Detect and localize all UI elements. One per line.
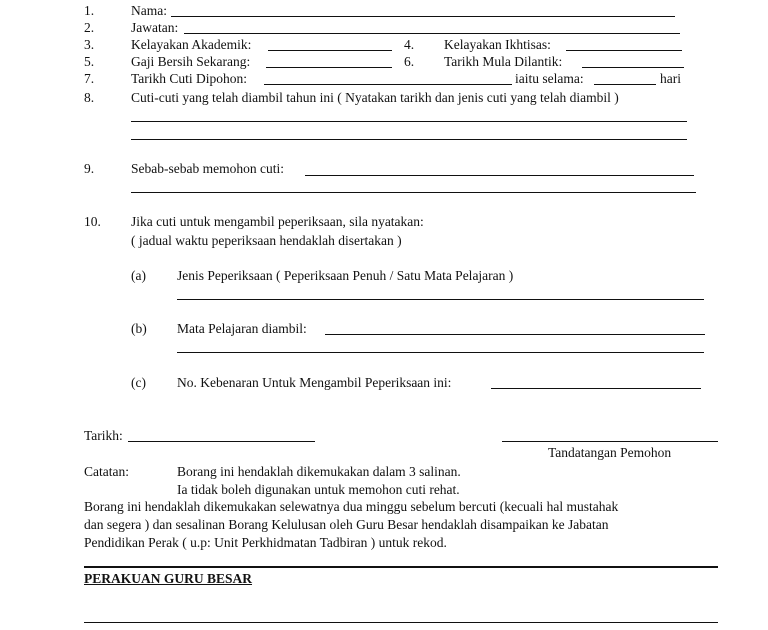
leave-reason-label: Sebab-sebab memohon cuti: — [131, 161, 284, 176]
item-number: 4. — [404, 37, 415, 52]
leave-duration-field-line[interactable] — [594, 84, 656, 85]
signature-label: Tandatangan Pemohon — [548, 445, 672, 460]
date-field-line[interactable] — [128, 441, 315, 442]
net-salary-field-line[interactable] — [266, 67, 392, 68]
net-salary-label: Gaji Bersih Sekarang: — [131, 54, 251, 69]
headmaster-field-line[interactable] — [84, 622, 718, 623]
sub-item-letter: (a) — [131, 268, 146, 283]
notes-label: Catatan: — [84, 464, 129, 479]
item-number: 6. — [404, 54, 415, 69]
leave-duration-label: iaitu selama: — [515, 71, 584, 86]
item-number: 9. — [84, 161, 95, 176]
item-number: 2. — [84, 20, 95, 35]
item-number: 8. — [84, 90, 95, 105]
leave-taken-label: Cuti-cuti yang telah diambil tahun ini ( Nyatakan tarikh dan jenis cuti yang telah diambil ) — [131, 90, 619, 105]
professional-qualification-field-line[interactable] — [566, 50, 682, 51]
signature-field-line[interactable] — [502, 441, 718, 442]
sub-item-letter: (c) — [131, 375, 146, 390]
leave-taken-field-line[interactable] — [131, 121, 687, 122]
item-number: 7. — [84, 71, 95, 86]
section-divider — [84, 566, 718, 568]
date-label: Tarikh: — [84, 428, 123, 443]
exam-leave-label: Jika cuti untuk mengambil peperiksaan, sila nyatakan: — [131, 214, 424, 229]
exam-type-field-line[interactable] — [177, 299, 704, 300]
sub-item-letter: (b) — [131, 321, 147, 336]
subject-taken-label: Mata Pelajaran diambil: — [177, 321, 307, 336]
item-number: 3. — [84, 37, 95, 52]
days-label: hari — [660, 71, 681, 86]
leave-reason-field-line[interactable] — [305, 175, 694, 176]
subject-taken-field-line[interactable] — [177, 352, 704, 353]
exam-schedule-note: ( jadual waktu peperiksaan hendaklah disertakan ) — [131, 233, 402, 248]
academic-qualification-label: Kelayakan Akademik: — [131, 37, 252, 52]
exam-permit-field-line[interactable] — [491, 388, 701, 389]
appointment-date-field-line[interactable] — [582, 67, 684, 68]
subject-taken-field-line[interactable] — [325, 334, 705, 335]
item-number: 5. — [84, 54, 95, 69]
item-number: 10. — [84, 214, 101, 229]
note-line: Borang ini hendaklah dikemukakan dalam 3 salinan. — [177, 464, 461, 479]
leave-date-label: Tarikh Cuti Dipohon: — [131, 71, 248, 86]
name-label: Nama: — [131, 3, 167, 18]
position-label: Jawatan: — [131, 20, 179, 35]
note-paragraph-line: Borang ini hendaklah dikemukakan selewatnya dua minggu sebelum bercuti (kecuali hal mustahak — [84, 499, 619, 514]
leave-date-field-line[interactable] — [264, 84, 512, 85]
leave-reason-field-line[interactable] — [131, 192, 696, 193]
academic-qualification-field-line[interactable] — [268, 50, 392, 51]
exam-type-label: Jenis Peperiksaan ( Peperiksaan Penuh / Satu Mata Pelajaran ) — [177, 268, 514, 283]
professional-qualification-label: Kelayakan Ikhtisas: — [444, 37, 551, 52]
note-paragraph-line: Pendidikan Perak ( u.p: Unit Perkhidmatan Tadbiran ) untuk rekod. — [84, 535, 447, 550]
position-field-line[interactable] — [184, 33, 680, 34]
leave-taken-field-line[interactable] — [131, 139, 687, 140]
exam-permit-label: No. Kebenaran Untuk Mengambil Peperiksaan ini: — [177, 375, 452, 390]
appointment-date-label: Tarikh Mula Dilantik: — [444, 54, 563, 69]
item-number: 1. — [84, 3, 95, 18]
name-field-line[interactable] — [171, 16, 675, 17]
section-heading: PERAKUAN GURU BESAR — [84, 571, 253, 586]
note-paragraph-line: dan segera ) dan sesalinan Borang Kelulusan oleh Guru Besar hendaklah disampaikan ke Jabatan — [84, 517, 609, 532]
note-line: Ia tidak boleh digunakan untuk memohon cuti rehat. — [177, 482, 460, 497]
